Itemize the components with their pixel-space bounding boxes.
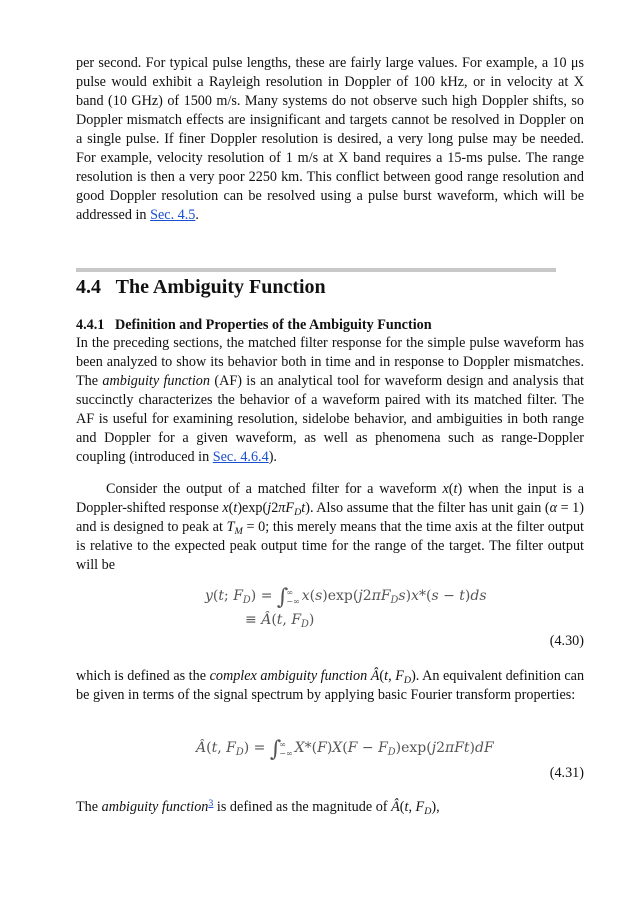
paragraph-text: which is defined as the bbox=[76, 668, 210, 684]
section-divider bbox=[76, 268, 556, 272]
term-ambiguity-function: ambiguity function bbox=[102, 373, 210, 389]
footnote-link[interactable]: 3 bbox=[208, 798, 214, 809]
paragraph-text: when the input is a Doppler-shifted response bbox=[76, 481, 584, 516]
equation-4-31: Â(t, $F_D$) = ∫ ∞ −∞ $X*(F)X(F - F_D)\exp(j2\pi Ft)dF$ bbox=[196, 737, 494, 762]
paragraph-text: . An equivalent definition can be given in terms of the signal spectrum by applying basic Fourier transform properties: bbox=[76, 668, 585, 703]
paragraph-text: . Also assume that the filter has unit gain ( bbox=[309, 500, 550, 516]
section-link-4-6-4[interactable]: Sec. 4.6.4 bbox=[212, 449, 269, 465]
paragraph-complex-af: which is defined as the complex ambiguity function Â(t, $F_D$). An equivalent definition can be given in terms of the signal spectrum by applying basic Fourier transform properties: bbox=[76, 668, 585, 703]
paragraph-text: ). bbox=[268, 449, 277, 465]
paragraph-text: ) and is designed to peak at bbox=[76, 500, 584, 535]
paragraph-text: Consider the output of a matched filter for a waveform bbox=[106, 481, 443, 497]
paragraph-af-definition: The ambiguity function$^3$ is defined as the magnitude of Â(t, $F_D$), bbox=[76, 798, 440, 817]
section-link-4-5[interactable]: Sec. 4.5 bbox=[150, 207, 196, 223]
paragraph-text: (AF) is an analytical tool for waveform design and analysis that succinctly characterizes the behavior of a waveform paired with its matched filter. The AF is useful for examining resolution, sidelobe behavior, and ambiguities in both range and Doppler for a given waveform, as well as phenomena such as range-Doppler coupling (introduced in bbox=[76, 373, 584, 465]
paragraph-text: per second. For typical pulse lengths, these are fairly large values. For example, a 10 μs pulse would exhibit a Rayleigh resolution in Doppler of 100 kHz, or in velocity at X band (10 GHz) of 1500 m/s. Many systems do not observe such high Doppler shifts, so Doppler mismatch effects are insignificant and targets cannot be resolved in Doppler on a single pulse. If finer Doppler resolution is desired, a very long pulse may be needed. For example, velocity resolution of 1 m/s at X band requires a 15-ms pulse. The range resolution is then a very poor 2250 km. This conflict between good range resolution and good Doppler resolution can be resolved using a pulse burst waveform, which will be addressed in bbox=[76, 55, 584, 223]
subsection-heading: 4.4.1 Definition and Properties of the Ambiguity Function bbox=[76, 317, 432, 333]
paragraph-text: is defined as the magnitude of bbox=[213, 799, 392, 815]
paragraph-af-intro bbox=[76, 334, 584, 467]
term-complex-ambiguity-function: complex ambiguity function bbox=[209, 668, 368, 684]
section-heading: 4.4 The Ambiguity Function bbox=[76, 276, 326, 298]
equation-number: (4.30) bbox=[549, 633, 584, 649]
paragraph-matched-filter-output: Consider the output of a matched filter for a waveform x(t) when the input is a Doppler-shifted response $x(t)\exp(j2\pi F_Dt)$. Also assume that the filter has unit gain (α = 1) and is designed to peak at $T_M = 0$; this merely means that the time axis at the filter output is relative to the expected peak output time for the range of the target. The filter output will be bbox=[76, 481, 584, 573]
paragraph-text: . bbox=[195, 207, 199, 223]
paragraph-text: In the preceding sections, the matched filter response for the simple pulse waveform has been analyzed to show its behavior both in time and in response to Doppler mismatches. The bbox=[76, 335, 584, 389]
paragraph-doppler-resolution bbox=[76, 54, 584, 225]
paragraph-text: The bbox=[76, 799, 102, 815]
paragraph-text: ; this merely means that the time axis at the filter output is relative to the expected peak output time for the range of the target. The filter output will be bbox=[76, 519, 584, 573]
term-ambiguity-function: ambiguity function bbox=[101, 799, 209, 815]
equation-number: (4.31) bbox=[549, 765, 584, 781]
equation-4-30: y(t; $F_D$) = ∫ ∞ −∞ $x(s)\exp(j2\pi F_Ds)x*(s - t)ds$ ≡ Â(t, $F_D$) bbox=[205, 585, 487, 630]
